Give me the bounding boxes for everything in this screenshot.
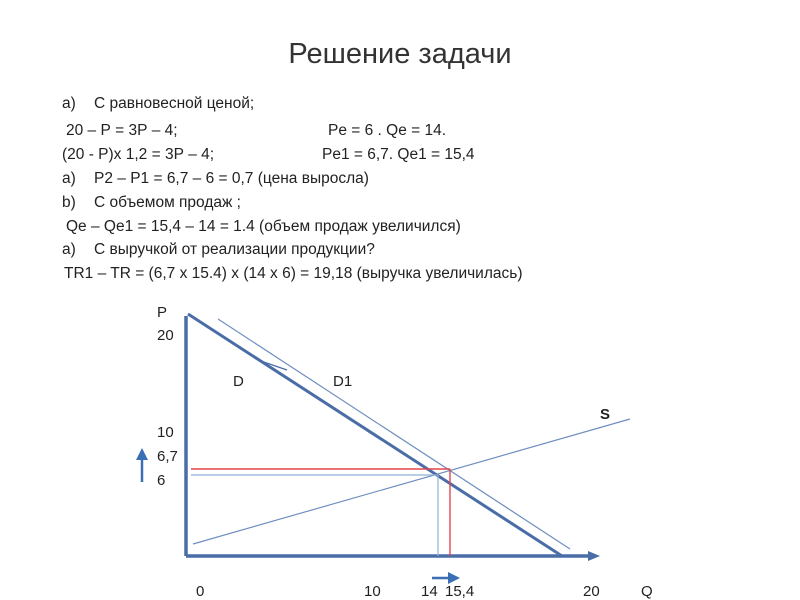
- solution-text: С объемом продаж ;: [94, 194, 241, 211]
- supply-label: S: [600, 406, 611, 423]
- solution-text: Р2 – Р1 = 6,7 – 6 = 0,7 (цена выросла): [94, 170, 369, 187]
- solution-text: С равновесной ценой;: [94, 95, 255, 112]
- solution-text: Qe – Qe1 = 15,4 – 14 = 1.4 (объем продаж увеличился): [66, 218, 461, 235]
- x-tick-label: 0: [196, 583, 205, 600]
- list-marker: b): [62, 194, 76, 211]
- y-tick-label: 10: [157, 424, 174, 441]
- slide-title: Решение задачи: [288, 38, 512, 70]
- demand-curve-d: [188, 314, 562, 556]
- x-axis-label: Q: [641, 583, 653, 600]
- x-tick-label: 15,4: [445, 583, 475, 600]
- x-tick-label: 10: [364, 583, 381, 600]
- solution-text: TR1 – TR = (6,7 x 15.4) x (14 x 6) = 19,18 (выручка увеличилась): [64, 265, 523, 282]
- x-axis-arrowhead: [588, 551, 600, 561]
- equation-left: (20 - Р)х 1,2 = 3Р – 4;: [62, 146, 215, 163]
- price-increase-arrow-icon: [136, 448, 148, 482]
- y-tick-label: 6: [157, 472, 166, 489]
- x-tick-label: 14: [421, 583, 438, 600]
- solution-text: С выручкой от реализации продукции?: [94, 241, 375, 258]
- demand1-label: D1: [333, 373, 353, 390]
- demand-curve-d1: [218, 319, 570, 549]
- equation-left: 20 – Р = 3Р – 4;: [66, 122, 178, 139]
- list-marker: a): [62, 170, 76, 187]
- supply-curve: [193, 419, 630, 544]
- y-axis-label: P: [157, 304, 168, 321]
- equilibrium-values: Pe = 6 . Qe = 14.: [328, 122, 447, 139]
- demand-label: D: [233, 373, 244, 390]
- list-marker: a): [62, 241, 76, 258]
- y-tick-label: 6,7: [157, 448, 178, 465]
- list-marker: a): [62, 95, 76, 112]
- y-tick-label: 20: [157, 327, 174, 344]
- x-tick-label: 20: [583, 583, 600, 600]
- equilibrium-values: Pe1 = 6,7. Qe1 = 15,4: [322, 146, 475, 163]
